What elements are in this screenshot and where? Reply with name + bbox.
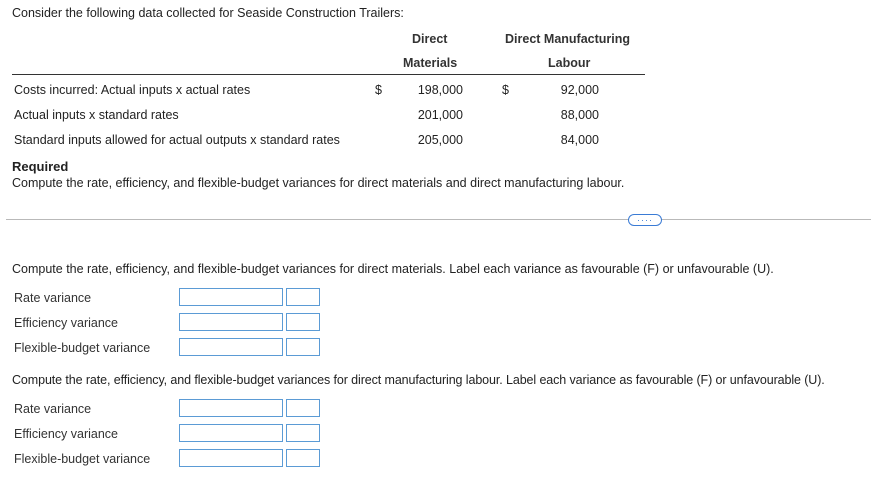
dml-actual-inputs-standard: 88,000 [560, 108, 599, 122]
dm-variance-prompt: Compute the rate, efficiency, and flexible-budget variances for direct materials. Label each variance as favourable (F) or unfavourable (U). [12, 262, 774, 276]
dml-variance-prompt: Compute the rate, efficiency, and flexible-budget variances for direct manufacturing labour. Label each variance as favourable (F) or unfavourable (U). [12, 373, 825, 387]
table-header-rule [12, 74, 645, 75]
dml-rate-variance-label: Rate variance [14, 402, 92, 416]
dm-flexible-budget-variance-input[interactable] [179, 338, 283, 356]
row-label-costs-incurred: Costs incurred: Actual inputs x actual rates [14, 83, 251, 97]
dml-currency-symbol: $ [502, 83, 509, 97]
dml-flexible-budget-variance-label: Flexible-budget variance [14, 452, 151, 466]
dm-flexible-budget-variance-fu-input[interactable] [286, 338, 320, 356]
dm-efficiency-variance-input[interactable] [179, 313, 283, 331]
dm-rate-variance-fu-input[interactable] [286, 288, 320, 306]
section-divider [6, 219, 871, 220]
dm-flexible-budget-variance-label: Flexible-budget variance [14, 341, 151, 355]
dml-efficiency-variance-label: Efficiency variance [14, 427, 118, 441]
dm-efficiency-variance-fu-input[interactable] [286, 313, 320, 331]
expand-more-button[interactable]: ···· [628, 214, 662, 226]
required-heading: Required [12, 159, 69, 174]
intro-text: Consider the following data collected for Seaside Construction Trailers: [12, 6, 404, 20]
required-text: Compute the rate, efficiency, and flexible-budget variances for direct materials and direct manufacturing labour. [12, 176, 625, 190]
dm-actual-inputs-standard: 201,000 [417, 108, 463, 122]
row-label-actual-inputs-standard: Actual inputs x standard rates [14, 108, 179, 122]
dml-flexible-budget-variance-fu-input[interactable] [286, 449, 320, 467]
dm-currency-symbol: $ [375, 83, 382, 97]
dm-rate-variance-input[interactable] [179, 288, 283, 306]
dml-rate-variance-input[interactable] [179, 399, 283, 417]
dm-standard-inputs-allowed: 205,000 [417, 133, 463, 147]
dm-efficiency-variance-label: Efficiency variance [14, 316, 118, 330]
dm-actual-cost: 198,000 [417, 83, 463, 97]
dml-header-line2: Labour [548, 56, 591, 70]
dml-flexible-budget-variance-input[interactable] [179, 449, 283, 467]
dml-efficiency-variance-fu-input[interactable] [286, 424, 320, 442]
dml-standard-inputs-allowed: 84,000 [560, 133, 599, 147]
row-label-standard-inputs-allowed: Standard inputs allowed for actual outputs x standard rates [14, 133, 340, 147]
dm-header-line2: Materials [403, 56, 458, 70]
dm-header-line1: Direct [412, 32, 448, 46]
dm-rate-variance-label: Rate variance [14, 291, 92, 305]
dml-rate-variance-fu-input[interactable] [286, 399, 320, 417]
dml-header-line1: Direct Manufacturing [505, 32, 631, 46]
dml-actual-cost: 92,000 [560, 83, 599, 97]
dml-efficiency-variance-input[interactable] [179, 424, 283, 442]
